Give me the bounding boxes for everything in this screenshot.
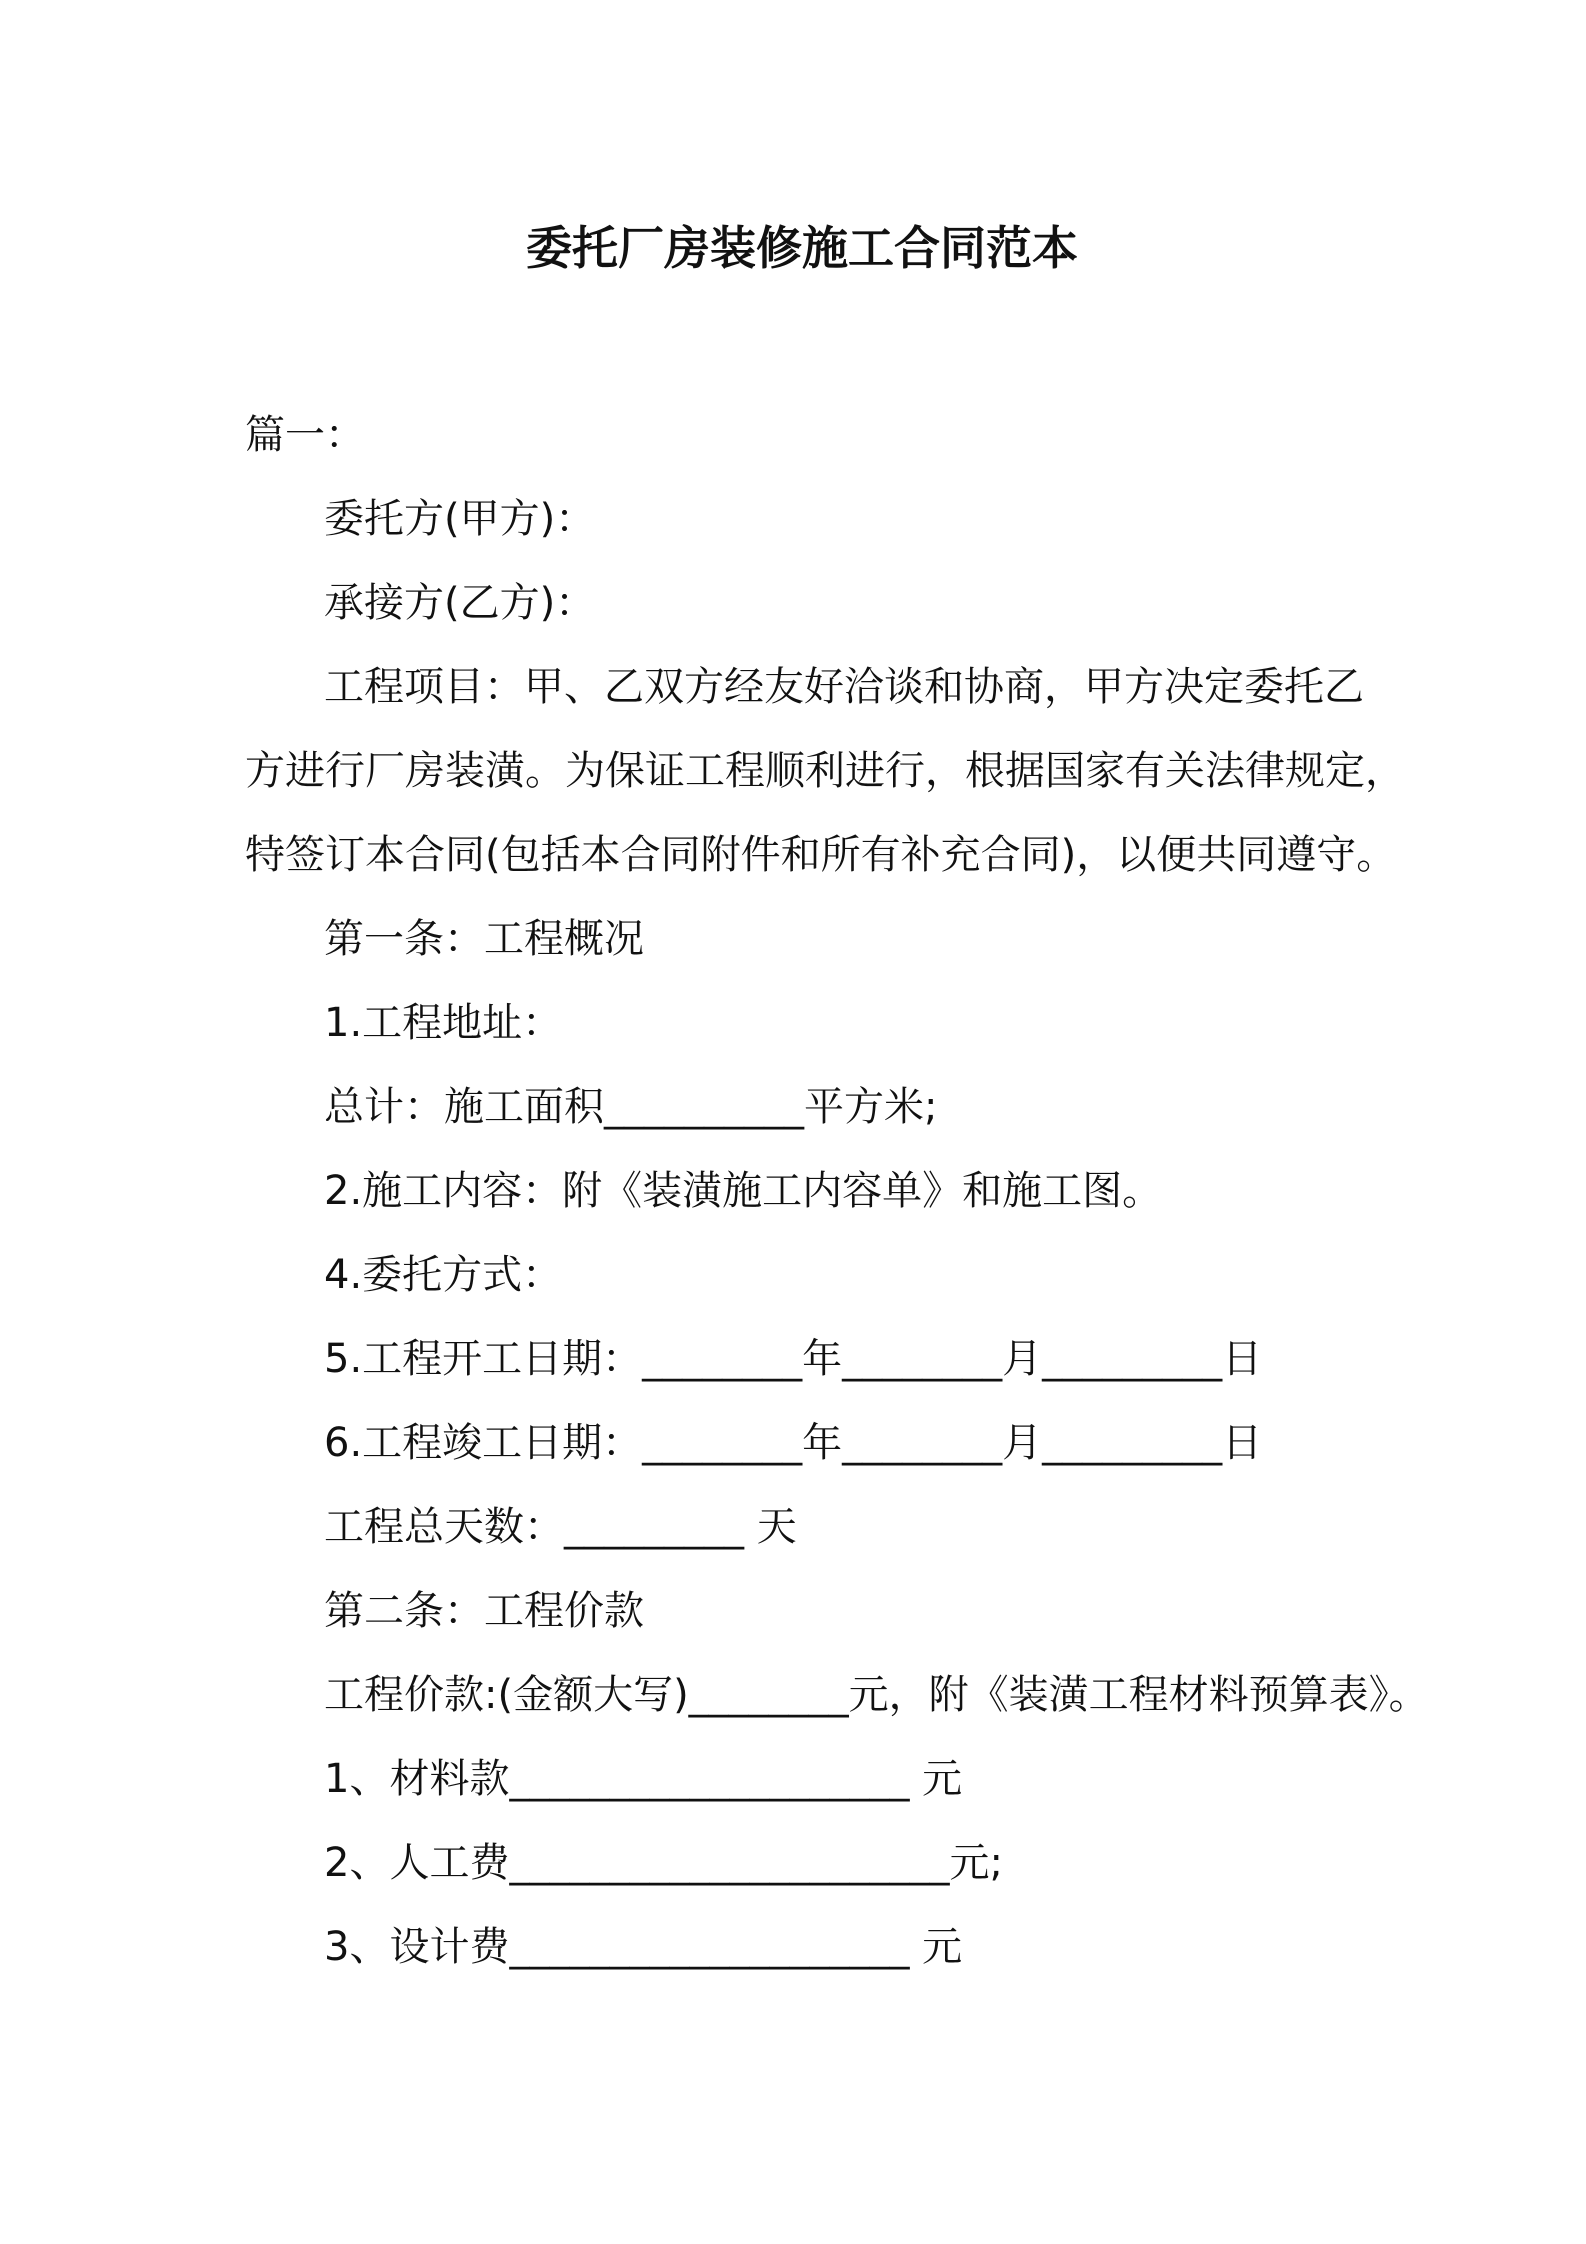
total-days-line: 工程总天数：_________ 天 [324,1504,797,1550]
commission-method-line: 4.委托方式： [324,1252,563,1298]
document-body [245,393,1485,1989]
party-a-line: 委托方(甲方)： [324,496,596,542]
article-1-heading: 第一条：工程概况 [324,916,644,962]
project-price-line: 工程价款:(金额大写)________元，附《装潢工程材料预算表》。 [324,1672,1429,1718]
party-b-line: 承接方(乙方)： [324,580,596,626]
project-address-line: 1.工程地址： [324,1000,563,1046]
intro-paragraph-line: 特签订本合同(包括本合同附件和所有补充合同)，以便共同遵守。 [245,832,1397,878]
completion-date-line: 6.工程竣工日期：________年________月_________日 [324,1420,1263,1466]
material-cost-line: 1、材料款____________________ 元 [324,1756,963,1802]
article-2-heading: 第二条：工程价款 [324,1588,644,1634]
design-fee-line: 3、设计费____________________ 元 [324,1924,963,1970]
construction-area-line: 总计：施工面积__________平方米; [324,1084,938,1130]
part-heading: 篇一： [245,412,365,458]
labor-cost-line: 2、人工费______________________元; [324,1840,1003,1886]
start-date-line: 5.工程开工日期：________年________月_________日 [324,1336,1263,1382]
intro-paragraph-line: 方进行厂房装潢。为保证工程顺利进行，根据国家有关法律规定， [245,748,1405,794]
intro-paragraph-line: 工程项目：甲、乙双方经友好洽谈和协商，甲方决定委托乙 [324,664,1364,710]
construction-content-line: 2.施工内容：附《装潢施工内容单》和施工图。 [324,1168,1163,1214]
document-title: 委托厂房装修施工合同范本 [526,221,1078,275]
